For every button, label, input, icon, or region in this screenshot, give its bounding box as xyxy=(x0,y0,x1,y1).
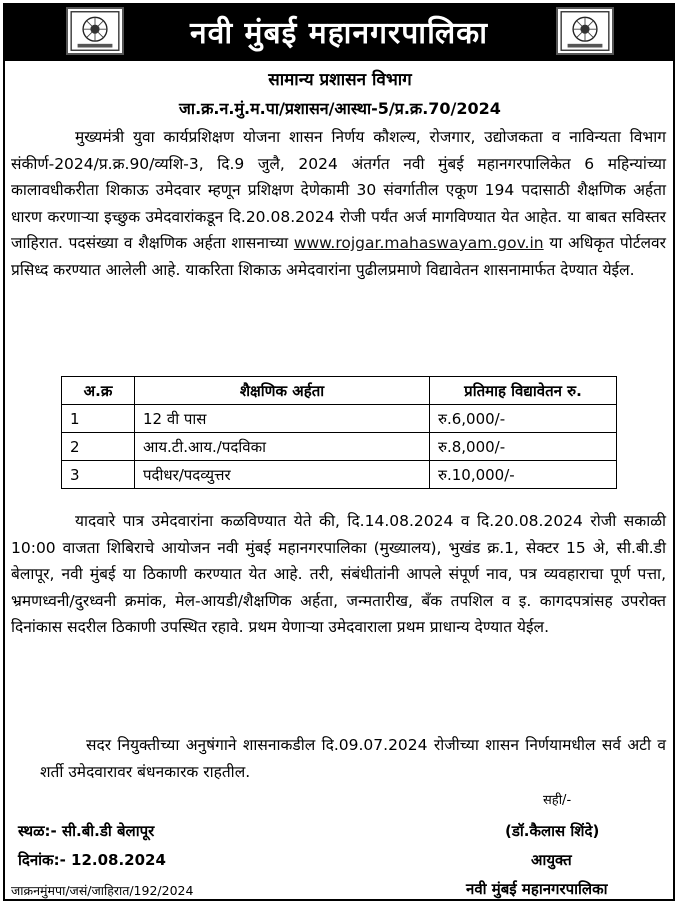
reference-number: जा.क्र.न.मुं.म.पा/प्रशासन/आस्था-5/प्र.क्र.70/2024 xyxy=(179,99,501,118)
table-row xyxy=(62,405,617,433)
paragraph-announcement xyxy=(11,124,666,283)
paragraph-camp-details: यादवारे पात्र उमेदवारांना कळविण्यात येते की, दि.14.08.2024 व दि.20.08.2024 रोजी सकाळी 10:00 वाजता शिबिराचे आयोजन नवी मुंबई महानगरपालिका (मुख्यालय), भुखंड क्र.1, सेक्टर 15 अे, सी.बी.डी बेलापूर, नवी मुंबई या ठिकाणी करण्यात येत आहे. तरी, संबंधीतांनी आपले संपूर्ण नाव, पत्र व्यवहाराचा पूर्ण पत्ता, भ्रमणध्वनी/दुरध्वनी क्रमांक, मेल-आयडी/शैक्षणिक अर्हता, जन्मतारीख, बँक तपशिल व इ. कागदपत्रांसह उपरोक्त दिनांकास सदरील ठिकाणी उपस्थित रहावे. प्रथम येणाऱ्या उमेदवाराला प्रथम प्राधान्य देण्यात येईल. xyxy=(11,512,666,636)
signatory-organisation: नवी मुंबई महानगरपालिका xyxy=(466,880,608,898)
department-heading: सामान्य प्रशासन विभाग xyxy=(268,70,412,90)
cell-serial: 1 xyxy=(62,405,135,433)
column-header-serial: अ.क्र xyxy=(62,377,135,405)
place-line: स्थळ:- सी.बी.डी बेलापूर xyxy=(18,822,155,840)
cell-serial: 3 xyxy=(62,461,135,489)
column-header-qualification: शैक्षणिक अर्हता xyxy=(135,377,430,405)
cell-stipend: रु.8,000/- xyxy=(430,433,617,461)
cell-stipend: रु.10,000/- xyxy=(430,461,617,489)
paragraph-announcement-text-2: या अधिकृत पोर्टलवर प्रसिध्द करण्यात आलेली आहे. याकरिता शिकाऊ अमेदवारांना पुढीलप्रमाणे विद्यावेतन शासनामार्फत देण्यात येईल. xyxy=(11,234,666,279)
cell-serial: 2 xyxy=(62,433,135,461)
header-banner xyxy=(3,3,675,61)
cell-qualification: 12 वी पास xyxy=(135,405,430,433)
portal-link[interactable]: www.rojgar.mahaswayam.gov.in xyxy=(293,234,544,252)
header-title: नवी मुंबई महानगरपालिका xyxy=(190,16,488,51)
advertisement-reference: जाक्रनमुंमपा/जसं/जाहिरात/192/2024 xyxy=(11,883,194,898)
paragraph-conditions: सदर नियुक्तीच्या अनुषंगाने शासनाकडील दि.09.07.2024 रोजीच्या शासन निर्णयामधील सर्व अटी व शर्ती उमेदवारावर बंधनकारक राहतील. xyxy=(40,736,666,781)
table-row xyxy=(62,433,617,461)
date-line: दिनांक:- 12.08.2024 xyxy=(18,851,166,869)
table-row xyxy=(62,461,617,489)
signatory-designation: आयुक्त xyxy=(531,851,572,869)
stipend-table xyxy=(61,376,617,489)
column-header-stipend: प्रतिमाह विद्यावेतन रु. xyxy=(430,377,617,405)
cell-qualification: आय.टी.आय./पदविका xyxy=(135,433,430,461)
cell-stipend: रु.6,000/- xyxy=(430,405,617,433)
signed-mark: सही/- xyxy=(543,793,572,808)
signatory-name: (डॉ.कैलास शिंदे) xyxy=(505,822,600,840)
emblem-logo-right xyxy=(556,7,614,55)
cell-qualification: पदीधर/पदव्युत्तर xyxy=(135,461,430,489)
table-header-row xyxy=(62,377,617,405)
paragraph-announcement-text: मुख्यमंत्री युवा कार्यप्रशिक्षण योजना शासन निर्णय कौशल्य, रोजगार, उद्योजकता व नाविन्यता विभाग संकीर्ण-2024/प्र.क्र.90/व्यशि-3, दि.9 जुलै, 2024 अंतर्गत नवी मुंबई महानगरपालिकेत 6 महिन्यांच्या कालावधीकरीता शिकाऊ उमेदवार म्हणून प्रशिक्षण देणेकामी 30 संवर्गातील एकूण 194 पदासाठी शैक्षणिक अर्हता धारण करणाऱ्या इच्छुक उमेदवारांकडून दि.20.08.2024 रोजी पर्यंत अर्ज मागविण्यात येत आहेत. या बाबत सविस्तर जाहिरात. पदसंख्या व शैक्षणिक अर्हता शासनाच्या xyxy=(11,128,666,252)
